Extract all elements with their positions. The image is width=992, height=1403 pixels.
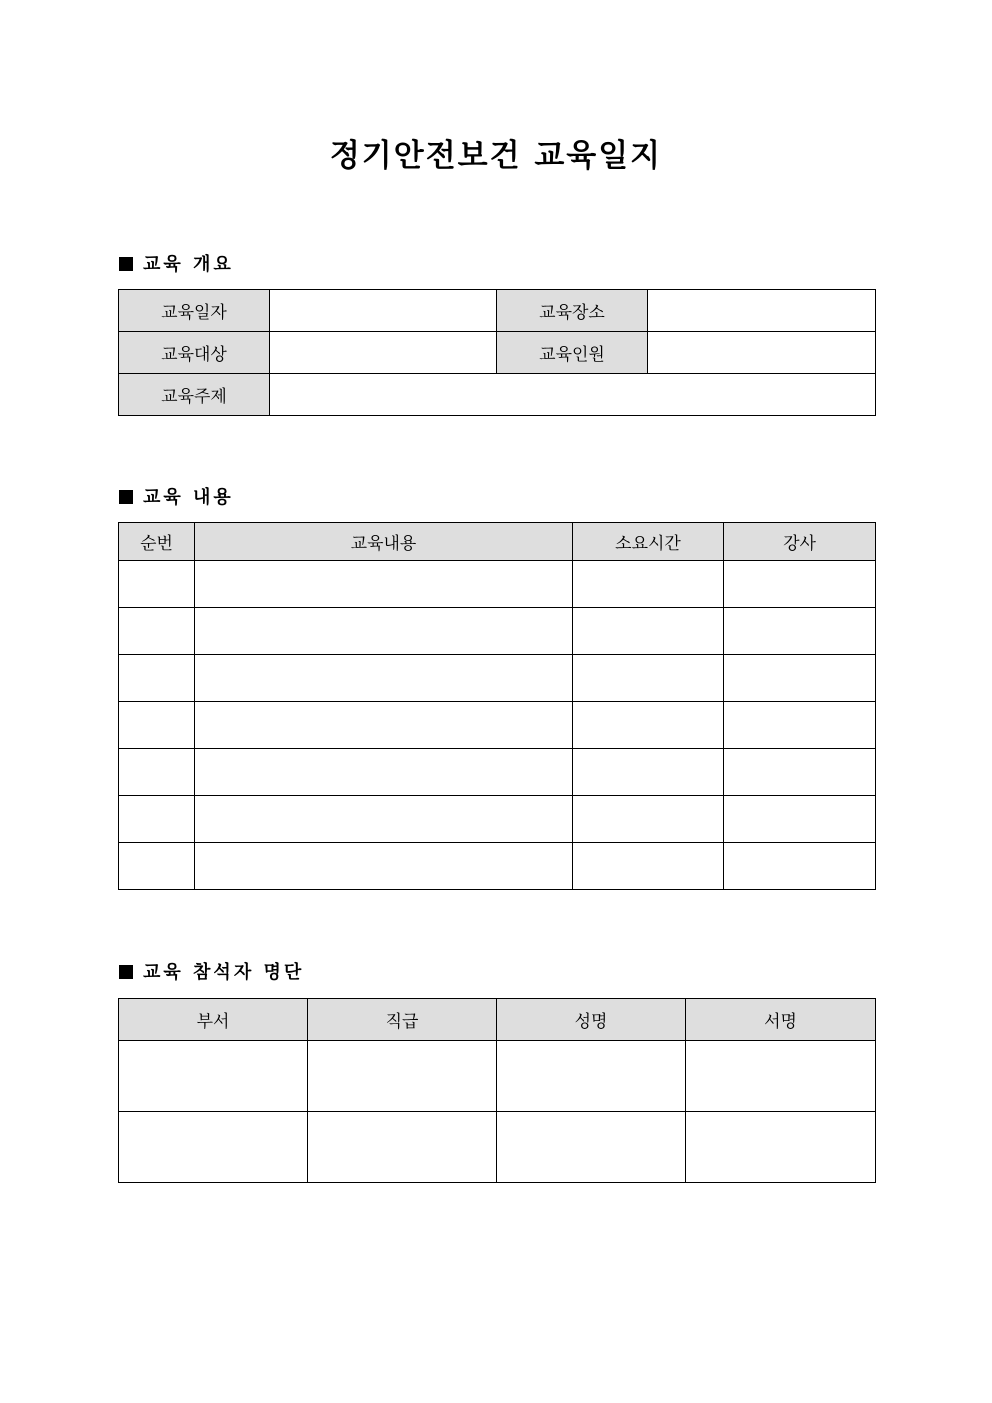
cell-instructor[interactable] xyxy=(724,608,876,655)
cell-duration[interactable] xyxy=(573,702,724,749)
cell-content[interactable] xyxy=(195,749,573,796)
table-row xyxy=(119,843,876,890)
attendee-table xyxy=(118,998,876,1183)
cell-duration[interactable] xyxy=(573,843,724,890)
overview-row-target-headcount xyxy=(119,332,876,374)
cell-content[interactable] xyxy=(195,843,573,890)
cell-number[interactable] xyxy=(119,655,195,702)
cell-content[interactable] xyxy=(195,561,573,608)
column-header-number: 순번 xyxy=(119,523,195,561)
table-row xyxy=(119,655,876,702)
field-education-headcount[interactable] xyxy=(648,332,876,374)
page-title: 정기안전보건 교육일지 xyxy=(329,138,663,174)
column-header-duration: 소요시간 xyxy=(573,523,724,561)
overview-row-date-place xyxy=(119,290,876,332)
cell-department[interactable] xyxy=(119,1112,308,1183)
cell-position[interactable] xyxy=(308,1112,497,1183)
field-education-target[interactable] xyxy=(270,332,497,374)
cell-content[interactable] xyxy=(195,702,573,749)
table-row xyxy=(119,702,876,749)
cell-position[interactable] xyxy=(308,1041,497,1112)
field-education-date[interactable] xyxy=(270,290,497,332)
cell-duration[interactable] xyxy=(573,655,724,702)
column-header-signature: 서명 xyxy=(686,999,876,1041)
section-heading-content-text: 교육 내용 xyxy=(143,487,234,508)
cell-instructor[interactable] xyxy=(724,749,876,796)
table-row xyxy=(119,749,876,796)
column-header-name: 성명 xyxy=(497,999,686,1041)
label-education-target: 교육대상 xyxy=(119,332,270,374)
square-bullet-icon xyxy=(119,965,133,979)
cell-duration[interactable] xyxy=(573,796,724,843)
cell-name[interactable] xyxy=(497,1041,686,1112)
section-heading-overview-text: 교육 개요 xyxy=(143,254,234,275)
table-row xyxy=(119,608,876,655)
cell-instructor[interactable] xyxy=(724,561,876,608)
square-bullet-icon xyxy=(119,257,133,271)
label-education-topic: 교육주제 xyxy=(119,374,270,416)
cell-duration[interactable] xyxy=(573,749,724,796)
column-header-instructor: 강사 xyxy=(724,523,876,561)
section-heading-attendees xyxy=(119,961,304,985)
cell-department[interactable] xyxy=(119,1041,308,1112)
cell-number[interactable] xyxy=(119,843,195,890)
column-header-position: 직급 xyxy=(308,999,497,1041)
table-row xyxy=(119,1041,876,1112)
column-header-department: 부서 xyxy=(119,999,308,1041)
cell-number[interactable] xyxy=(119,608,195,655)
content-header-row xyxy=(119,523,876,561)
cell-instructor[interactable] xyxy=(724,796,876,843)
cell-signature[interactable] xyxy=(686,1041,876,1112)
section-heading-overview xyxy=(119,253,234,277)
cell-content[interactable] xyxy=(195,655,573,702)
cell-number[interactable] xyxy=(119,702,195,749)
cell-number[interactable] xyxy=(119,796,195,843)
section-heading-attendees-text: 교육 참석자 명단 xyxy=(143,962,305,983)
cell-name[interactable] xyxy=(497,1112,686,1183)
label-education-place: 교육장소 xyxy=(497,290,648,332)
cell-instructor[interactable] xyxy=(724,843,876,890)
table-row xyxy=(119,796,876,843)
overview-table xyxy=(118,289,876,416)
table-row xyxy=(119,561,876,608)
table-row xyxy=(119,1112,876,1183)
cell-signature[interactable] xyxy=(686,1112,876,1183)
field-education-place[interactable] xyxy=(648,290,876,332)
cell-duration[interactable] xyxy=(573,561,724,608)
cell-number[interactable] xyxy=(119,561,195,608)
label-education-date: 교육일자 xyxy=(119,290,270,332)
field-education-topic[interactable] xyxy=(270,374,876,416)
square-bullet-icon xyxy=(119,490,133,504)
cell-number[interactable] xyxy=(119,749,195,796)
cell-content[interactable] xyxy=(195,796,573,843)
cell-instructor[interactable] xyxy=(724,702,876,749)
cell-instructor[interactable] xyxy=(724,655,876,702)
content-table xyxy=(118,522,876,890)
cell-content[interactable] xyxy=(195,608,573,655)
column-header-content: 교육내용 xyxy=(195,523,573,561)
label-education-headcount: 교육인원 xyxy=(497,332,648,374)
attendee-header-row xyxy=(119,999,876,1041)
section-heading-content xyxy=(119,486,234,510)
cell-duration[interactable] xyxy=(573,608,724,655)
overview-row-topic xyxy=(119,374,876,416)
